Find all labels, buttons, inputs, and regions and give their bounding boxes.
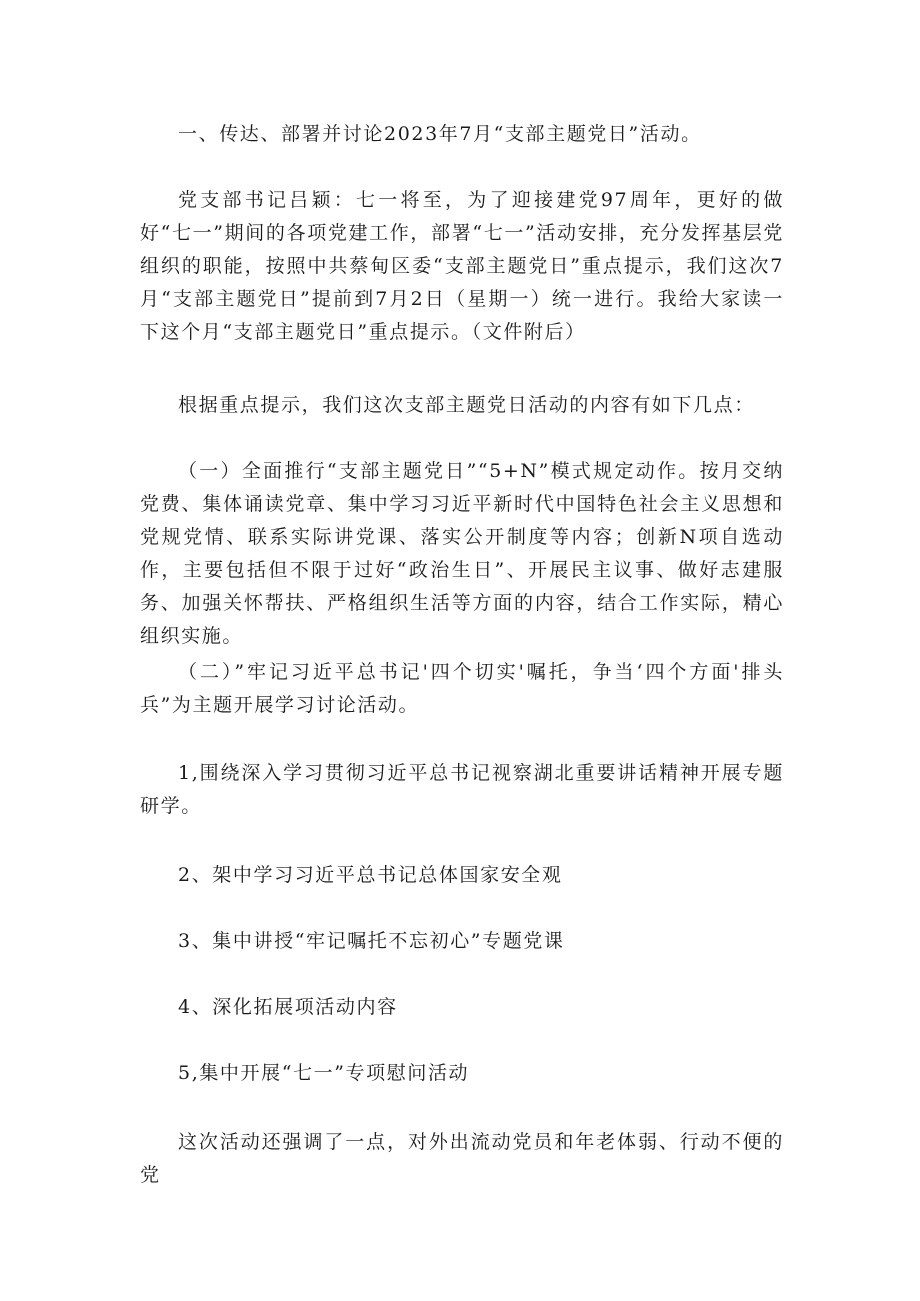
list-item-5: 5,集中开展“七一”专项慰问活动 bbox=[178, 1062, 470, 1084]
secretary-speech-paragraph: 党支部书记吕颖：七一将至，为了迎接建党97周年，更好的做好“七一”期间的各项党建工作，部署“七一”活动安排，充分发挥基层党组织的职能，按照中共蔡甸区委“支部主题党日”重点提示，我们这次7月“支部主题党日”提前到7月2日（星期一）统一进行。我给大家读一下这个月“支部主题党日”重点提示。（文件附后） bbox=[140, 189, 784, 343]
point-two-paragraph: （二）”牢记习近平总书记'四个切实'嘱托，争当‘四个方面'排头兵”为主题开展学习讨论活动。 bbox=[140, 661, 784, 716]
section-heading-paragraph: 一、传达、部署并讨论2023年7月“支部主题党日”活动。 bbox=[178, 123, 702, 145]
point-one-paragraph: （一）全面推行“支部主题党日”“5+N”模式规定动作。按月交纳党费、集体诵读党章、集中学习习近平新时代中国特色社会主义思想和党规党情、联系实际讲党课、落实公开制度等内容；创新N项自选动作，主要包括但不限于过好“政治生日”、开展民主议事、做好志建服务、加强关怀帮扶、严格组织生活等方面的内容，结合工作实际，精心组织实施。 bbox=[140, 460, 784, 647]
list-item-4: 4、深化拓展项活动内容 bbox=[178, 996, 398, 1018]
list-item-1: 1,围绕深入学习贯彻习近平总书记视察湖北重要讲话精神开展专题研学。 bbox=[140, 762, 784, 817]
intro-paragraph: 根据重点提示，我们这次支部主题党日活动的内容有如下几点： bbox=[178, 394, 755, 416]
list-item-3: 3、集中讲授“牢记嘱托不忘初心”专题党课 bbox=[178, 930, 565, 952]
closing-paragraph: 这次活动还强调了一点，对外出流动党员和年老体弱、行动不便的党 bbox=[140, 1131, 784, 1186]
list-item-2: 2、架中学习习近平总书记总体国家安全观 bbox=[178, 864, 563, 886]
